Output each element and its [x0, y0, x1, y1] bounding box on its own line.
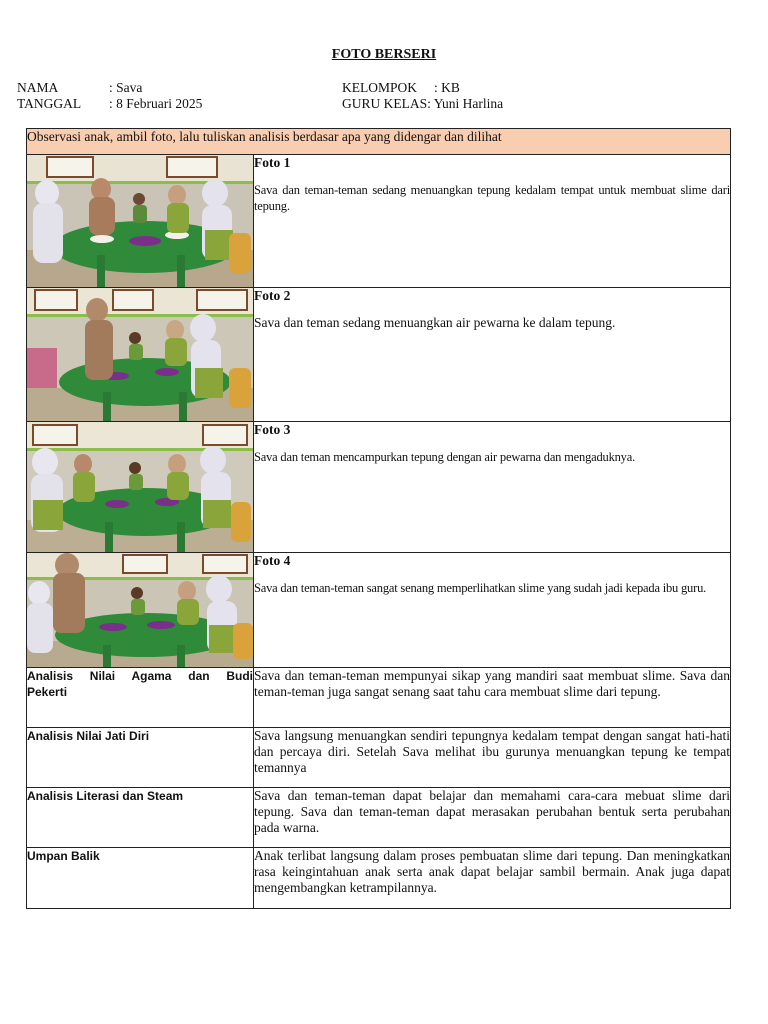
- kelompok-label: KELOMPOK: [342, 80, 418, 95]
- guru-value: : Yuni Harlina: [427, 96, 504, 111]
- document-title: FOTO BERSERI: [331, 47, 437, 62]
- analysis-agama-label-line1: Analisis Nilai Agama dan Budi: [27, 669, 253, 683]
- photo-1-desc: Sava dan teman-teman sedang menuangkan tepung kedalam tempat untuk membuat slime dari tepung.: [254, 183, 731, 213]
- photo-2: [27, 288, 254, 422]
- analysis-literasi-label-text: Analisis Literasi dan Steam: [27, 789, 184, 803]
- classroom-photo-1: [27, 155, 253, 287]
- instruction-header: Observasi anak, ambil foto, lalu tuliskan analisis berdasar apa yang didengar dan dilihat: [27, 129, 731, 155]
- photo-2-desc: Sava dan teman sedang menuangkan air pewarna ke dalam tepung.: [254, 315, 616, 330]
- analysis-literasi-text: Sava dan teman-teman dapat belajar dan memahami cara-cara mebuat slime dari tepung. Sava dan teman-teman dapat merasakan perubahan bentuk serta perubahan pada warna.: [254, 788, 731, 848]
- observation-table: [26, 128, 731, 909]
- photo-3-title: Foto 3: [254, 422, 291, 437]
- nama-label: NAMA: [17, 80, 59, 95]
- classroom-photo-4: [27, 553, 253, 667]
- photo-2-title: Foto 2: [254, 288, 291, 303]
- classroom-photo-3: [27, 422, 253, 552]
- tanggal-label: TANGGAL: [17, 96, 82, 111]
- photo-3-desc: Sava dan teman mencampurkan tepung dengan air pewarna dan mengaduknya.: [254, 450, 635, 464]
- nama-value: : Sava: [109, 80, 143, 95]
- guru-label: GURU KELAS: [342, 96, 428, 111]
- photo-4-desc: Sava dan teman-teman sangat senang memperlihatkan slime yang sudah jadi kepada ibu guru.: [254, 581, 707, 595]
- umpan-balik-label: [27, 848, 254, 909]
- analysis-jati-diri-text: Sava langsung menuangkan sendiri tepungnya kedalam tempat dengan sangat hati-hati dan percaya diri. Setelah Sava melihat ibu gurunya menuangkan tepung ke tempat temannya: [254, 728, 731, 788]
- photo-4: [27, 553, 254, 668]
- photo-1: [27, 155, 254, 288]
- classroom-photo-2: [27, 288, 253, 421]
- nama-row: [17, 80, 202, 96]
- kelompok-value: : KB: [434, 80, 460, 95]
- analysis-jati-diri-label: [27, 728, 254, 788]
- analysis-agama-text: Sava dan teman-teman mempunyai sikap yang mandiri saat membuat slime. Sava dan teman-teman juga sangat senang saat tahu cara membuat slime dari tepung.: [254, 668, 731, 728]
- analysis-agama-label-line2: Pekerti: [27, 685, 68, 699]
- meta-right: [342, 80, 503, 112]
- photo-4-title: Foto 4: [254, 553, 291, 568]
- tanggal-row: [17, 96, 202, 112]
- photo-3-caption: [254, 422, 731, 553]
- kelompok-row: [342, 80, 503, 96]
- photo-1-title: Foto 1: [254, 155, 291, 170]
- umpan-balik-label-text: Umpan Balik: [27, 849, 100, 863]
- analysis-jati-diri-label-text: Analisis Nilai Jati Diri: [27, 729, 150, 743]
- guru-row: [342, 96, 503, 112]
- meta-left: [17, 80, 202, 112]
- analysis-literasi-label: [27, 788, 254, 848]
- photo-1-caption: [254, 155, 731, 288]
- tanggal-value: : 8 Februari 2025: [109, 96, 203, 111]
- umpan-balik-text: Anak terlibat langsung dalam proses pembuatan slime dari tepung. Dan meningkatkan rasa keingintahuan anak serta anak dapat belajar sambil bermain. Anak juga dapat mengembangkan ketrampilannya.: [254, 848, 731, 909]
- photo-3: [27, 422, 254, 553]
- analysis-agama-label: [27, 668, 254, 728]
- photo-2-caption: [254, 288, 731, 422]
- photo-4-caption: [254, 553, 731, 668]
